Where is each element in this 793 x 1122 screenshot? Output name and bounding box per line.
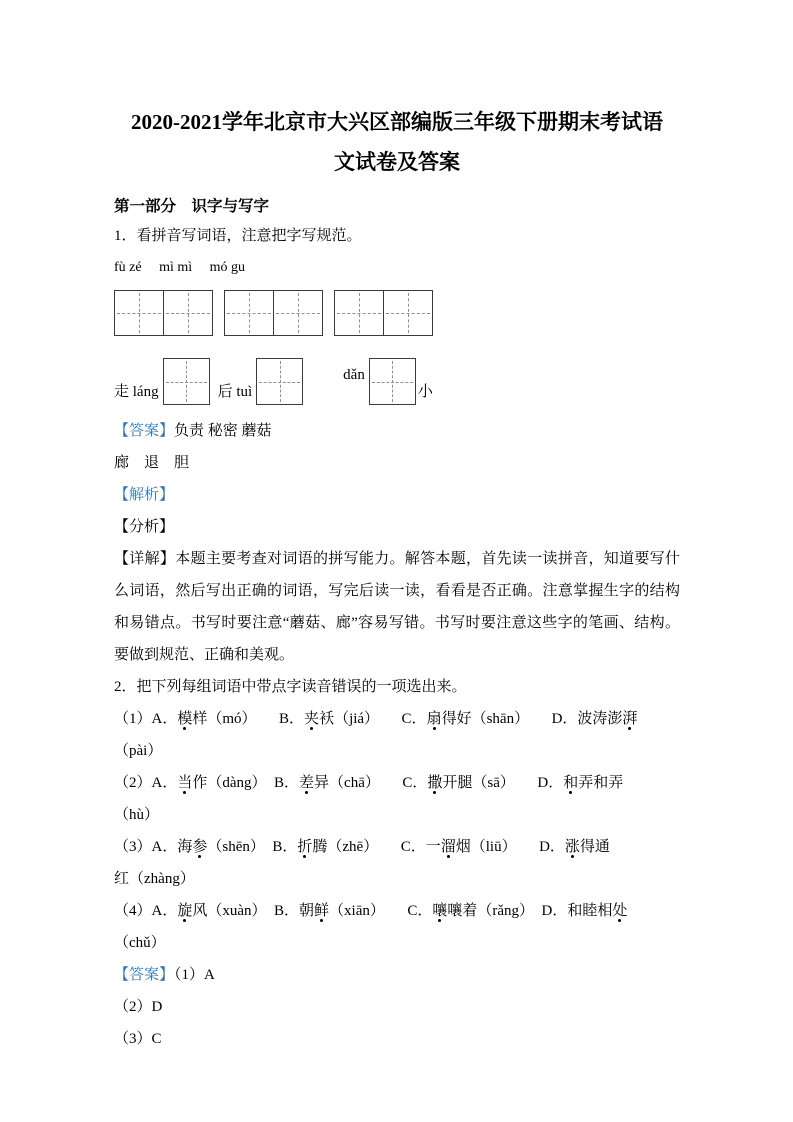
writing-grid-row-1 (114, 290, 680, 336)
fenxi-tag: 【分析】 (114, 519, 175, 535)
writing-grid-cell (369, 358, 416, 405)
q2-option-line: （hù） (114, 807, 160, 823)
writing-grid-cell (256, 358, 303, 405)
writing-grid-cell (163, 290, 213, 336)
q1-pinyin-row: fù zé mì mì mó gu (114, 260, 246, 275)
writing-grid-cell (334, 290, 384, 336)
q2-answer-1: （1）A (174, 967, 215, 983)
document-title-line2: 文试卷及答案 (334, 150, 460, 174)
q1-answer-line2: 廊 退 胆 (114, 455, 190, 471)
q1-stem: 1．看拼音写词语，注意把字写规范。 (114, 228, 362, 244)
q2-option-line: （3）A．海参（shēn） B．折腾（zhē） C．一溜烟（liū） D．涨得通 (114, 839, 610, 855)
document-title (114, 102, 680, 182)
q2-option-line: （1）A．模样（mó） B．夹袄（jiá） C．扇得好（shān） D．波涛澎湃 (114, 711, 638, 727)
jiexi-tag: 【解析】 (114, 487, 175, 503)
q2-stem: 2．把下列每组词语中带点字读音错误的一项选出来。 (114, 679, 467, 695)
writing-grid-cell (273, 290, 323, 336)
q1-answer-text: 负责 秘密 蘑菇 (174, 423, 272, 439)
answer-tag: 【答案】 (114, 423, 175, 439)
grid-label-hou-tui: 后 tuì (217, 384, 253, 400)
q2-answer-line1 (114, 959, 680, 991)
writing-grid-cell (224, 290, 274, 336)
writing-grid-group (224, 290, 323, 336)
q2-option-line: 红（zhàng） (114, 871, 195, 887)
q2-option-line: （2）A．当作（dàng） B．差异（chā） C．撒开腿（sā） D．和弄和弄 (114, 775, 624, 791)
q2-option-line: （chǔ） (114, 935, 166, 951)
section-heading: 第一部分 识字与写字 (114, 198, 270, 215)
writing-grid-cell (114, 290, 164, 336)
grid-label-dan: dǎn (343, 366, 365, 383)
writing-grid-row-2 (114, 358, 680, 405)
document-content (114, 0, 680, 1055)
q2-answer-line2: （2）D (114, 999, 163, 1015)
document-title-line1: 2020-2021学年北京市大兴区部编版三年级下册期末考试语 (131, 110, 663, 134)
q2-answer-line3: （3）C (114, 1031, 162, 1047)
grid-label-xiao: 小 (417, 384, 433, 400)
answer-tag: 【答案】 (114, 967, 175, 983)
writing-grid-cell (163, 358, 210, 405)
writing-grid-group (334, 290, 433, 336)
q2-option-line: （4）A．旋风（xuàn） B．朝鲜（xiān） C．嚷嚷着（rǎng） D．和睦相处 (114, 903, 628, 919)
grid-label-zou-lang: 走 láng (114, 384, 159, 400)
writing-grid-group (114, 290, 213, 336)
q1-answer-line (114, 415, 680, 447)
writing-grid-cell (383, 290, 433, 336)
q1-explanation: 【详解】本题主要考查对词语的拼写能力。解答本题，首先读一读拼音，知道要写什么词语，然后写出正确的词语，写完后读一读，看看是否正确。注意掌握生字的结构和易错点。书写时要注意“蘑菇、廊”容易写错。书写时要注意这些字的笔画、结构。要做到规范、正确和美观。 (114, 551, 680, 663)
q2-option-line: （pài） (114, 743, 163, 759)
